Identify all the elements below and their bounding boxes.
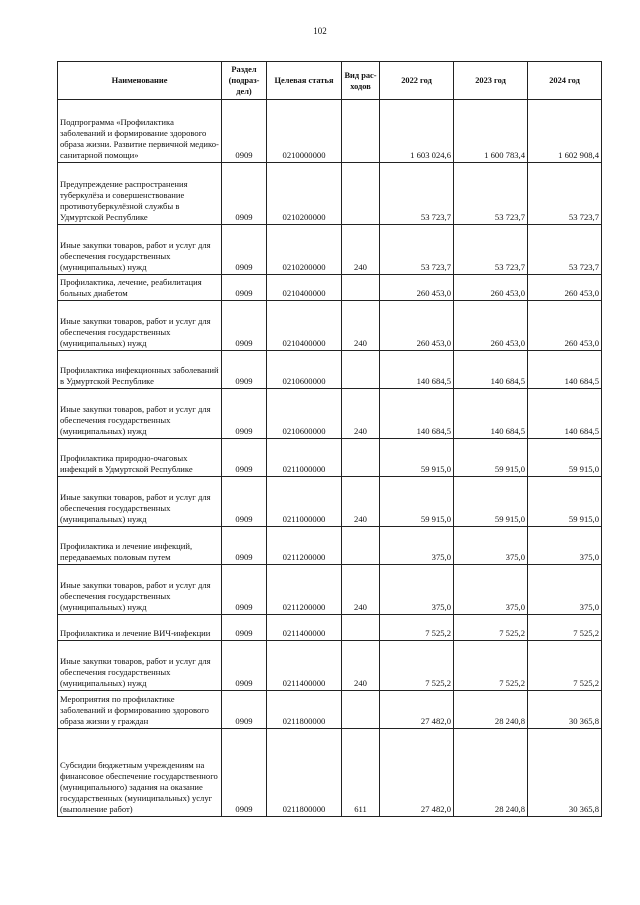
row-target: 0211000000 xyxy=(267,439,342,477)
row-value-2023: 140 684,5 xyxy=(454,351,528,389)
row-target: 0211200000 xyxy=(267,565,342,615)
row-kind: 611 xyxy=(342,729,380,817)
row-target: 0211800000 xyxy=(267,691,342,729)
row-value-2023: 59 915,0 xyxy=(454,439,528,477)
row-value-2024: 30 365,8 xyxy=(528,729,602,817)
row-target: 0210200000 xyxy=(267,225,342,275)
row-name: Профилактика природно-очаговых инфекций в Удмуртской Республике xyxy=(58,439,222,477)
table-row xyxy=(58,439,602,477)
table-row xyxy=(58,301,602,351)
table-header-row xyxy=(58,62,602,100)
header-section: Раздел (подраз-дел) xyxy=(222,62,267,100)
header-2022: 2022 год xyxy=(380,62,454,100)
row-value-2022: 1 603 024,6 xyxy=(380,100,454,163)
row-value-2024: 53 723,7 xyxy=(528,225,602,275)
row-name: Иные закупки товаров, работ и услуг для обеспечения государственных (муниципальных) нужд xyxy=(58,477,222,527)
row-kind: 240 xyxy=(342,301,380,351)
row-target: 0210600000 xyxy=(267,351,342,389)
row-value-2022: 375,0 xyxy=(380,527,454,565)
table-row xyxy=(58,389,602,439)
row-value-2022: 7 525,2 xyxy=(380,615,454,641)
row-value-2024: 260 453,0 xyxy=(528,301,602,351)
row-value-2022: 53 723,7 xyxy=(380,163,454,225)
row-kind xyxy=(342,691,380,729)
row-section: 0909 xyxy=(222,439,267,477)
row-kind: 240 xyxy=(342,641,380,691)
row-name: Профилактика, лечение, реабилитация больных диабетом xyxy=(58,275,222,301)
row-value-2024: 30 365,8 xyxy=(528,691,602,729)
row-value-2022: 375,0 xyxy=(380,565,454,615)
row-value-2023: 28 240,8 xyxy=(454,691,528,729)
table-row xyxy=(58,275,602,301)
row-kind xyxy=(342,527,380,565)
row-value-2022: 140 684,5 xyxy=(380,389,454,439)
row-value-2022: 59 915,0 xyxy=(380,477,454,527)
row-value-2023: 140 684,5 xyxy=(454,389,528,439)
table-row xyxy=(58,565,602,615)
row-value-2024: 140 684,5 xyxy=(528,389,602,439)
row-value-2022: 7 525,2 xyxy=(380,641,454,691)
header-kind: Вид рас-ходов xyxy=(342,62,380,100)
row-value-2023: 28 240,8 xyxy=(454,729,528,817)
row-value-2024: 260 453,0 xyxy=(528,275,602,301)
table-row xyxy=(58,163,602,225)
row-name: Профилактика инфекционных заболеваний в Удмуртской Республике xyxy=(58,351,222,389)
row-target: 0210000000 xyxy=(267,100,342,163)
row-target: 0211200000 xyxy=(267,527,342,565)
row-name: Предупреждение распространения туберкулёза и совершенствование противотуберкулёзной службы в Удмуртской Республике xyxy=(58,163,222,225)
row-value-2022: 59 915,0 xyxy=(380,439,454,477)
row-section: 0909 xyxy=(222,100,267,163)
row-value-2024: 140 684,5 xyxy=(528,351,602,389)
row-section: 0909 xyxy=(222,565,267,615)
row-name: Профилактика и лечение инфекций, передаваемых половым путем xyxy=(58,527,222,565)
row-name: Иные закупки товаров, работ и услуг для обеспечения государственных (муниципальных) нужд xyxy=(58,301,222,351)
row-section: 0909 xyxy=(222,527,267,565)
table-row xyxy=(58,351,602,389)
row-value-2022: 27 482,0 xyxy=(380,729,454,817)
row-value-2022: 260 453,0 xyxy=(380,275,454,301)
row-value-2024: 375,0 xyxy=(528,565,602,615)
row-target: 0211400000 xyxy=(267,641,342,691)
row-section: 0909 xyxy=(222,301,267,351)
row-section: 0909 xyxy=(222,275,267,301)
row-kind: 240 xyxy=(342,389,380,439)
row-name: Иные закупки товаров, работ и услуг для обеспечения государственных (муниципальных) нужд xyxy=(58,641,222,691)
row-value-2023: 53 723,7 xyxy=(454,225,528,275)
row-value-2024: 59 915,0 xyxy=(528,477,602,527)
header-2024: 2024 год xyxy=(528,62,602,100)
row-section: 0909 xyxy=(222,691,267,729)
row-value-2022: 27 482,0 xyxy=(380,691,454,729)
row-name: Иные закупки товаров, работ и услуг для обеспечения государственных (муниципальных) нужд xyxy=(58,565,222,615)
row-value-2023: 53 723,7 xyxy=(454,163,528,225)
row-name: Иные закупки товаров, работ и услуг для обеспечения государственных (муниципальных) нужд xyxy=(58,225,222,275)
row-name: Мероприятия по профилактике заболеваний и формированию здорового образа жизни у граждан xyxy=(58,691,222,729)
row-value-2023: 7 525,2 xyxy=(454,641,528,691)
table-row xyxy=(58,100,602,163)
header-name: Наименование xyxy=(58,62,222,100)
header-2023: 2023 год xyxy=(454,62,528,100)
table-row xyxy=(58,527,602,565)
row-value-2023: 375,0 xyxy=(454,527,528,565)
row-section: 0909 xyxy=(222,163,267,225)
row-value-2022: 140 684,5 xyxy=(380,351,454,389)
row-target: 0211000000 xyxy=(267,477,342,527)
row-section: 0909 xyxy=(222,389,267,439)
row-target: 0210200000 xyxy=(267,163,342,225)
row-target: 0211400000 xyxy=(267,615,342,641)
row-name: Подпрограмма «Профилактика заболеваний и формирование здорового образа жизни. Развитие первичной медико-санитарной помощи» xyxy=(58,100,222,163)
table-row xyxy=(58,691,602,729)
header-target: Целевая статья xyxy=(267,62,342,100)
row-kind xyxy=(342,163,380,225)
row-section: 0909 xyxy=(222,641,267,691)
row-kind xyxy=(342,439,380,477)
table-row xyxy=(58,477,602,527)
row-section: 0909 xyxy=(222,225,267,275)
budget-table xyxy=(57,61,602,817)
row-value-2023: 375,0 xyxy=(454,565,528,615)
row-value-2024: 1 602 908,4 xyxy=(528,100,602,163)
table-row xyxy=(58,225,602,275)
row-value-2024: 375,0 xyxy=(528,527,602,565)
row-value-2024: 7 525,2 xyxy=(528,615,602,641)
row-value-2023: 1 600 783,4 xyxy=(454,100,528,163)
row-value-2024: 59 915,0 xyxy=(528,439,602,477)
row-value-2023: 59 915,0 xyxy=(454,477,528,527)
row-value-2022: 260 453,0 xyxy=(380,301,454,351)
row-target: 0210600000 xyxy=(267,389,342,439)
row-value-2023: 7 525,2 xyxy=(454,615,528,641)
row-value-2023: 260 453,0 xyxy=(454,275,528,301)
row-target: 0211800000 xyxy=(267,729,342,817)
row-section: 0909 xyxy=(222,615,267,641)
row-name: Иные закупки товаров, работ и услуг для обеспечения государственных (муниципальных) нужд xyxy=(58,389,222,439)
row-kind xyxy=(342,351,380,389)
row-section: 0909 xyxy=(222,729,267,817)
row-target: 0210400000 xyxy=(267,301,342,351)
row-kind xyxy=(342,100,380,163)
row-name: Субсидии бюджетным учреждениям на финансовое обеспечение государственного (муниципального) задания на оказание государственных (муниципальных) услуг (выполнение работ) xyxy=(58,729,222,817)
row-kind xyxy=(342,615,380,641)
row-section: 0909 xyxy=(222,477,267,527)
row-kind: 240 xyxy=(342,225,380,275)
page-number: 102 xyxy=(313,26,327,36)
row-value-2024: 7 525,2 xyxy=(528,641,602,691)
row-value-2022: 53 723,7 xyxy=(380,225,454,275)
table-row xyxy=(58,615,602,641)
row-kind: 240 xyxy=(342,565,380,615)
row-kind xyxy=(342,275,380,301)
table-row xyxy=(58,641,602,691)
table-row xyxy=(58,729,602,817)
row-target: 0210400000 xyxy=(267,275,342,301)
row-value-2024: 53 723,7 xyxy=(528,163,602,225)
row-section: 0909 xyxy=(222,351,267,389)
row-value-2023: 260 453,0 xyxy=(454,301,528,351)
row-name: Профилактика и лечение ВИЧ-инфекции xyxy=(58,615,222,641)
row-kind: 240 xyxy=(342,477,380,527)
